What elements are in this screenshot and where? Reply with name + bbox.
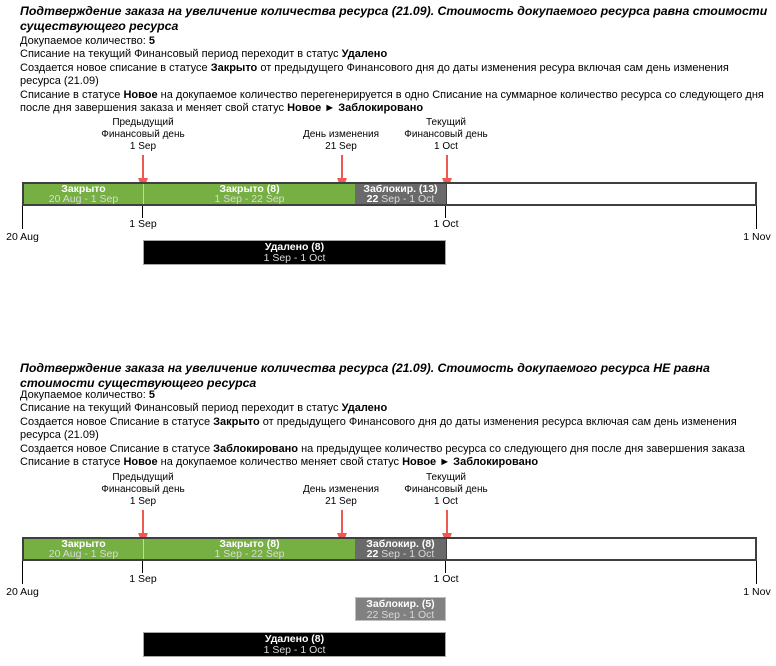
section1-body — [20, 35, 770, 115]
body-line: Списание на текущий Финансовый период переходит в статус Удалено — [20, 48, 388, 61]
axis-label-20aug: 20 Aug — [6, 586, 39, 598]
timeline-bar — [22, 182, 757, 206]
bar-segment-title: Закрыто — [61, 184, 106, 195]
bar-segment-title: Заблокир. (8) — [366, 539, 435, 550]
bar-segment-title: Закрыто — [61, 539, 106, 550]
bar-segment-empty — [446, 184, 755, 204]
annotation-line: Финансовый день — [101, 484, 185, 495]
axis-label-20aug: 20 Aug — [6, 231, 39, 243]
annotation-line: Предыдущий — [112, 472, 174, 483]
body-line: Докупаемое количество: 5 — [20, 389, 156, 401]
annotation-line: 21 Sep — [325, 496, 357, 507]
body-line: Списание на текущий Финансовый период переходит в статус Удалено — [20, 402, 388, 415]
timeline-bar — [22, 537, 757, 561]
section2-title: Подтверждение заказа на увеличение количества ресурса (21.09). Стоимость докупаемого ресурса НЕ равна стоимости существующего ресурса — [20, 361, 710, 390]
annotation-cur-fin-day — [366, 117, 526, 153]
axis-tick — [142, 206, 143, 218]
axis-tick — [445, 206, 446, 218]
sub-bar-range: 22 Sep - 1 Oct — [366, 609, 435, 621]
bar-segment-range: 20 Aug - 1 Sep — [48, 548, 119, 559]
bar-segment-range: 22 Sep - 1 Oct — [366, 548, 435, 559]
annotation-line: 1 Sep — [129, 496, 157, 507]
body-line: Списание в статусе Новое на докупаемое количество меняет свой статус Новое ► Заблокировано — [20, 456, 539, 469]
annotation-line: Предыдущий — [112, 117, 174, 128]
axis-label-1oct: 1 Oct — [433, 218, 459, 230]
annotation-line: Финансовый день — [101, 129, 185, 140]
annotation-line: День изменения — [302, 484, 380, 495]
annotation-line: 1 Oct — [434, 141, 458, 152]
section2-body — [20, 389, 770, 469]
axis-label-1oct: 1 Oct — [433, 573, 459, 585]
axis-tick — [756, 206, 757, 229]
axis-label-1nov: 1 Nov — [743, 231, 771, 243]
axis-tick — [22, 206, 23, 229]
axis-label-1sep: 1 Sep — [129, 573, 157, 585]
axis-label-1nov: 1 Nov — [743, 586, 771, 598]
annotation-line: 1 Oct — [434, 496, 458, 507]
sub-bar-range: 1 Sep - 1 Oct — [263, 644, 326, 656]
sub-bar-range: 1 Sep - 1 Oct — [263, 252, 326, 264]
bar-segment-range: 1 Sep - 22 Sep — [214, 193, 285, 204]
annotation-prev-fin-day — [63, 117, 223, 153]
bar-segment-blocked — [355, 539, 446, 559]
annotation-line: Финансовый день — [404, 129, 488, 140]
axis-label-1sep: 1 Sep — [129, 218, 157, 230]
bar-segment-closed-2 — [143, 184, 355, 204]
bar-segment-title: Закрыто (8) — [219, 184, 280, 195]
deleted-bar — [143, 240, 446, 265]
bar-segment-range: 1 Sep - 22 Sep — [214, 548, 285, 559]
deleted-bar — [143, 632, 446, 657]
body-line: Создается новое Списание в статусе Заблокировано на предыдущее количество ресурса со следующего дня после дня завершения заказа — [20, 442, 745, 455]
axis-tick — [445, 561, 446, 573]
body-line: Списание в статусе Новое на докупаемое количество перегенерируется в одно Списание на суммарное количество ресурса со следующего дня после дня завершения заказа и меняет свой статус Новое ► Заблокировано — [20, 88, 764, 115]
sub-bar-title: Удалено (8) — [264, 633, 325, 645]
bar-segment-title: Заблокир. (13) — [363, 184, 438, 195]
sub-bar-title: Удалено (8) — [264, 241, 325, 253]
axis-tick — [142, 561, 143, 573]
annotation-line: 1 Sep — [129, 141, 157, 152]
annotation-line: День изменения — [302, 129, 380, 140]
sub-bar-title: Заблокир. (5) — [366, 598, 435, 610]
bar-segment-empty — [446, 539, 755, 559]
bar-segment-range: 22 Sep - 1 Oct — [366, 193, 435, 204]
bar-segment-closed-1 — [24, 539, 143, 559]
annotation-line: Финансовый день — [404, 484, 488, 495]
blocked-bar — [355, 597, 446, 621]
axis-tick — [22, 561, 23, 584]
annotation-cur-fin-day — [366, 472, 526, 508]
annotation-line: Текущий — [426, 472, 466, 483]
annotation-line: 21 Sep — [325, 141, 357, 152]
bar-segment-blocked — [355, 184, 446, 204]
body-line: Создается новое Списание в статусе Закрыто от предыдущего Финансового дня до даты изменения ресурса включая сам день изменения ресурса (21.09) — [20, 415, 737, 442]
body-line: Создается новое списание в статусе Закрыто от предыдущего Финансового дня до даты изменения ресура включая сам день изменения ресурса (21.09) — [20, 61, 729, 88]
bar-segment-title: Закрыто (8) — [219, 539, 280, 550]
annotation-prev-fin-day — [63, 472, 223, 508]
section1-title: Подтверждение заказа на увеличение количества ресурса (21.09). Стоимость докупаемого ресурса равна стоимости существующего ресурса — [20, 4, 768, 33]
annotation-line: Текущий — [426, 117, 466, 128]
bar-segment-range: 20 Aug - 1 Sep — [48, 193, 119, 204]
bar-segment-closed-1 — [24, 184, 143, 204]
bar-segment-closed-2 — [143, 539, 355, 559]
axis-tick — [756, 561, 757, 584]
body-line: Докупаемое количество: 5 — [20, 35, 156, 47]
